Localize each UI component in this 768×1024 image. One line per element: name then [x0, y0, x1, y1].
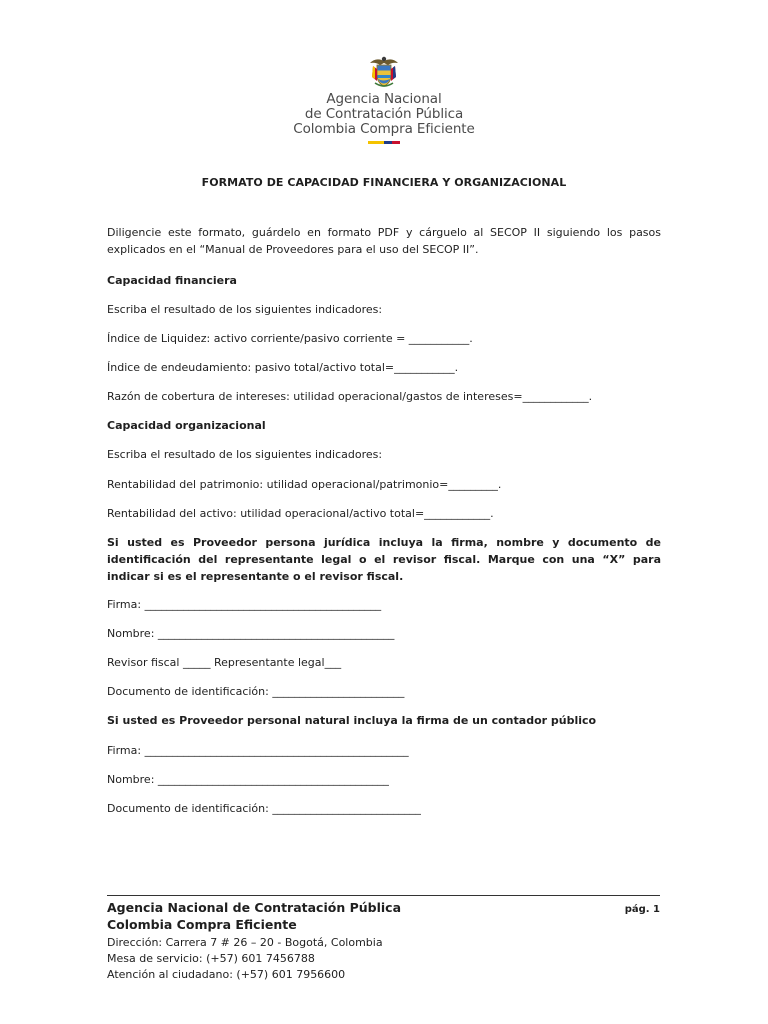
agency-line-3: Colombia Compra Eficiente	[293, 121, 475, 137]
natural-person-instruction: Si usted es Proveedor personal natural incluya la firma de un contador público	[107, 714, 597, 727]
financial-instruction: Escriba el resultado de los siguientes indicadores:	[107, 303, 383, 316]
agency-line-1: Agencia Nacional	[326, 91, 442, 107]
financial-heading: Capacidad financiera	[107, 274, 237, 287]
footer-agency-name: Agencia Nacional de Contratación Pública	[107, 900, 402, 915]
footer-address: Dirección: Carrera 7 # 26 – 20 - Bogotá, Colombia	[107, 936, 383, 949]
interest-coverage-field[interactable]: Razón de cobertura de intereses: utilidad operacional/gastos de intereses=____________.	[107, 390, 593, 403]
coat-of-arms-icon	[366, 53, 402, 89]
legal-id-field[interactable]: Documento de identificación: ________________________	[107, 685, 405, 698]
flag-stripe-blue	[384, 141, 392, 144]
debt-index-field[interactable]: Índice de endeudamiento: pasivo total/activo total=___________.	[107, 361, 459, 374]
asset-return-field[interactable]: Rentabilidad del activo: utilidad operacional/activo total=____________.	[107, 507, 494, 520]
legal-name-field[interactable]: Nombre: ___________________________________________	[107, 627, 395, 640]
equity-return-field[interactable]: Rentabilidad del patrimonio: utilidad operacional/patrimonio=_________.	[107, 478, 502, 491]
document-title: FORMATO DE CAPACIDAD FINANCIERA Y ORGANIZACIONAL	[201, 176, 567, 189]
intro-paragraph: Diligencie este formato, guárdelo en formato PDF y cárguelo al SECOP II siguiendo los pasos explicados en el “Manual de Proveedores para el uso del SECOP II”.	[107, 226, 661, 256]
agency-line-2: de Contratación Pública	[304, 106, 464, 122]
agency-wordmark	[284, 92, 484, 137]
flag-stripe-yellow	[368, 141, 384, 144]
natural-name-field[interactable]: Nombre: __________________________________________	[107, 773, 389, 786]
footer-citizen-service: Atención al ciudadano: (+57) 601 7956600	[107, 968, 346, 981]
agency-logo	[284, 50, 484, 150]
natural-signature-field[interactable]: Firma: ________________________________________________	[107, 744, 409, 757]
natural-id-field[interactable]: Documento de identificación: ___________________________	[107, 802, 421, 815]
legal-role-field[interactable]: Revisor fiscal _____ Representante legal___	[107, 656, 342, 669]
organizational-instruction: Escriba el resultado de los siguientes indicadores:	[107, 448, 383, 461]
flag-stripe	[368, 141, 400, 144]
organizational-heading: Capacidad organizacional	[107, 419, 266, 432]
page-number: pág. 1	[624, 904, 660, 915]
legal-entity-instruction: Si usted es Proveedor persona jurídica incluya la firma, nombre y documento de identificación del representante legal o el revisor fiscal. Marque con una “X” para indicar si es el representante o el revisor fiscal.	[107, 536, 661, 583]
flag-stripe-red	[392, 141, 400, 144]
liquidity-index-field[interactable]: Índice de Liquidez: activo corriente/pasivo corriente = ___________.	[107, 332, 473, 345]
footer-divider	[107, 895, 660, 896]
legal-signature-field[interactable]: Firma: ___________________________________________	[107, 598, 382, 611]
footer-agency-subname: Colombia Compra Eficiente	[107, 917, 297, 932]
footer-service-desk: Mesa de servicio: (+57) 601 7456788	[107, 952, 315, 965]
